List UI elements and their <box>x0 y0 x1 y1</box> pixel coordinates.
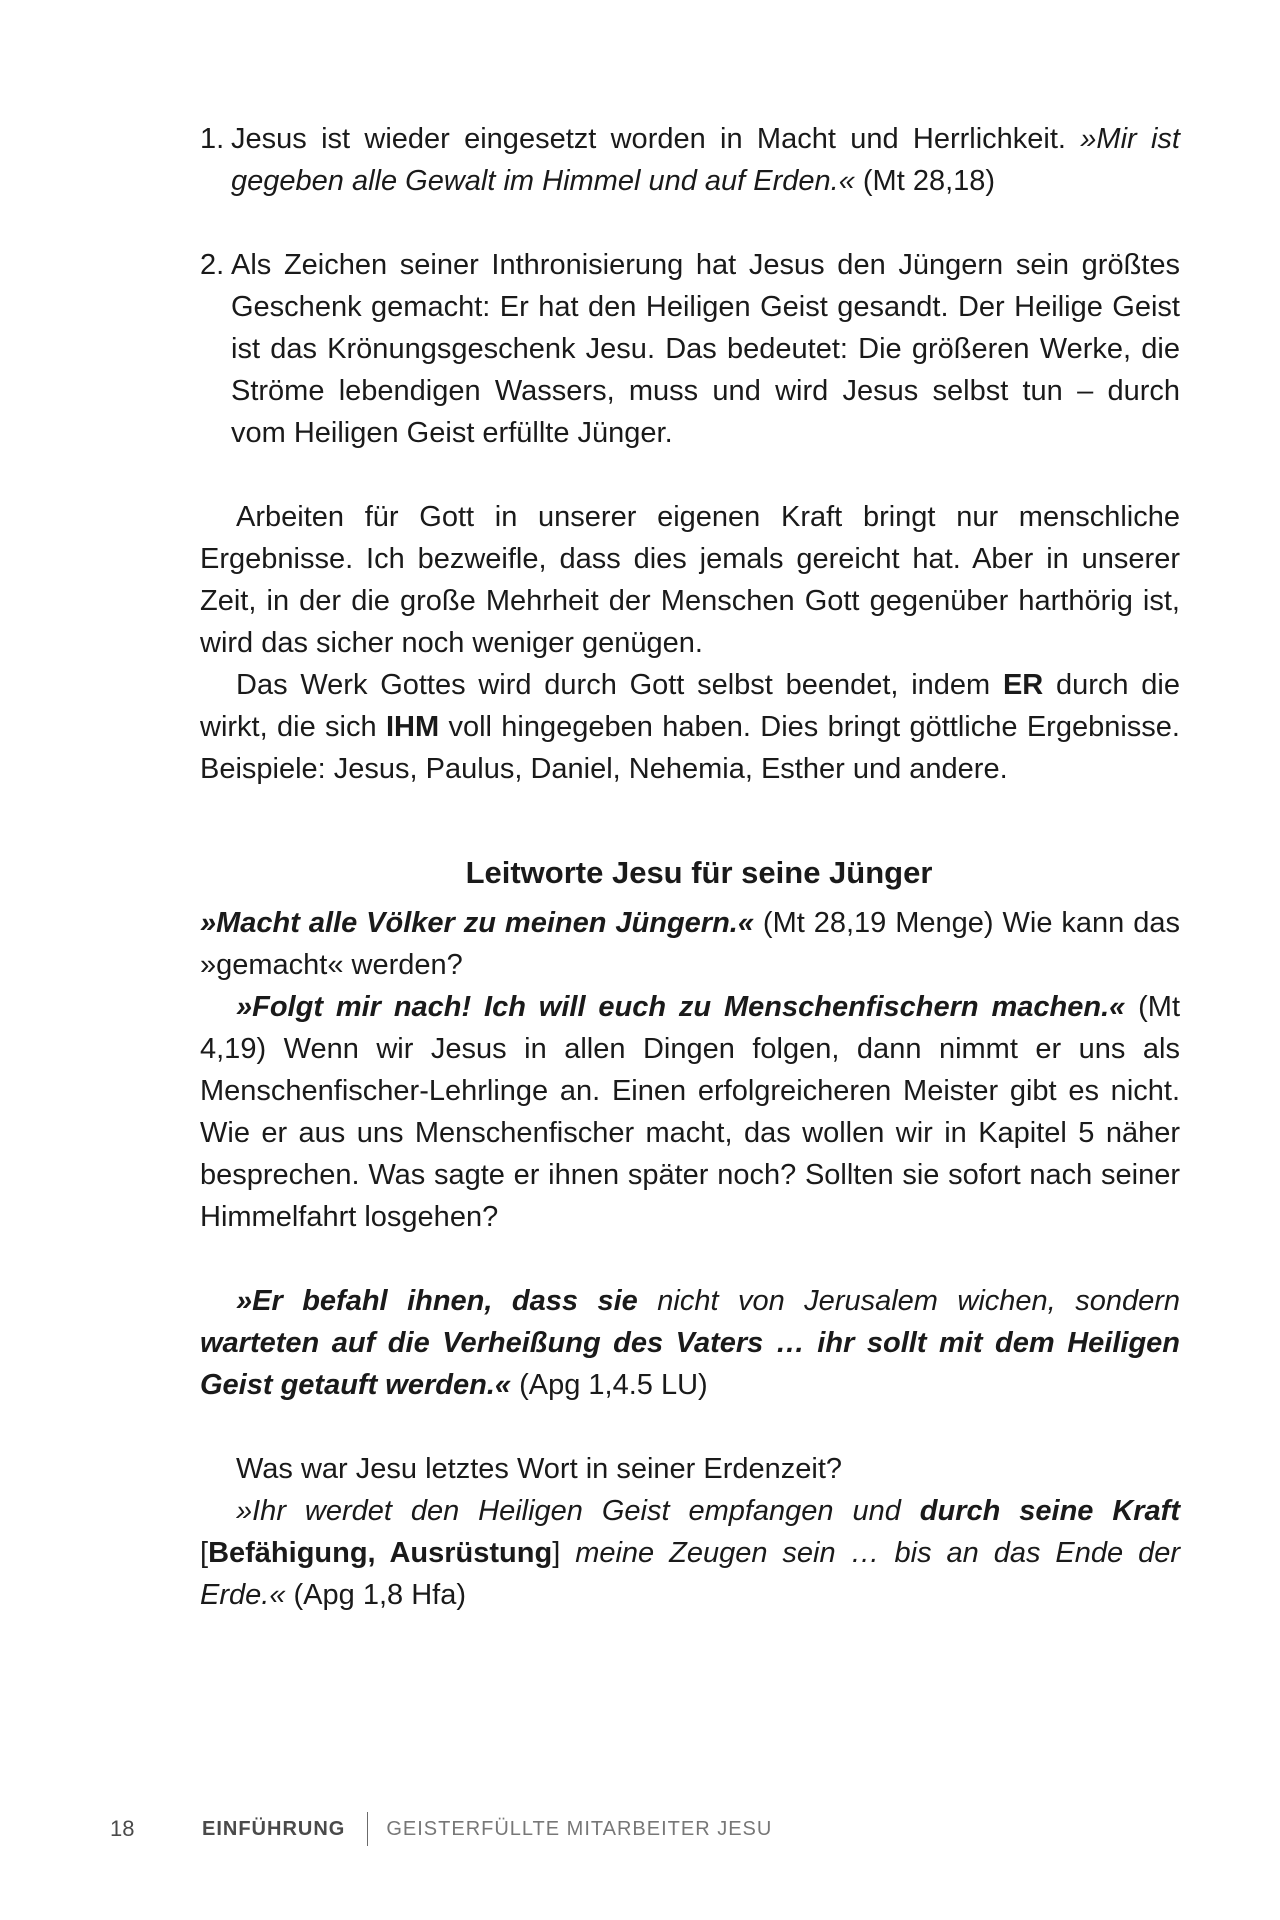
paragraph-work-of-god <box>200 664 1180 790</box>
list-item-2 <box>200 244 1180 454</box>
bible-quote-bold: durch seine Kraft <box>919 1495 1180 1527</box>
bible-quote: »Ihr werdet den Heiligen Geist empfangen und <box>236 1495 920 1527</box>
paragraph-human-work: Arbeiten für Gott in unserer eigenen Kraft bringt nur menschliche Ergebnisse. Ich bezweifle, dass dies jemals gereicht hat. Aber in unserer Zeit, in der die große Mehrheit der Menschen Gott gegenüber harthörig ist, wird das sicher noch weniger genügen. <box>200 501 1180 659</box>
paragraph-text: Das Werk Gottes wird durch Gott selbst beendet, indem <box>236 669 1003 701</box>
paragraph-text: (Mt 28,19 Menge) Wie kann das »gemacht« werden? <box>200 907 1180 981</box>
bracket: [ <box>200 1537 209 1569</box>
bible-reference: (Mt 28,18) <box>854 165 996 197</box>
paragraph-acts-quote <box>200 1280 1180 1406</box>
list-number: 1. <box>200 123 225 155</box>
paragraph-text: voll hingegeben haben. Dies bringt göttliche Ergebnisse. Beispiele: Jesus, Paulus, Daniel, Nehemia, Esther und andere. <box>200 711 1180 785</box>
paragraph-follow-me <box>200 986 1180 1238</box>
bible-quote: »Mir ist gegeben alle Gewalt im Himmel und auf Erden.« <box>231 123 1180 197</box>
footer-section: EINFÜHRUNG <box>202 1817 346 1840</box>
bible-quote: nicht von Jerusalem wichen, sondern <box>637 1285 1180 1317</box>
bible-quote: meine Zeugen sein … bis an das Ende der Erde.« <box>200 1537 1180 1611</box>
emphasis-ihm: IHM <box>385 711 440 743</box>
bible-quote: »Folgt mir nach! Ich will euch zu Menschenfischern machen.« <box>236 991 1126 1023</box>
paragraph-last-word-quote <box>200 1490 1180 1616</box>
footer-chapter: GEISTERFÜLLTE MITARBEITER JESU <box>386 1817 773 1840</box>
bible-quote-bold: warteten auf die Verheißung des Vaters … ihr sollt mit dem Heiligen Geist getauft werden.« <box>200 1327 1180 1401</box>
section-heading: Leitworte Jesu für seine Jünger <box>465 855 933 890</box>
list-number: 2. <box>200 249 225 281</box>
page-body <box>200 118 1180 1616</box>
bible-reference: (Apg 1,4.5 LU) <box>511 1369 708 1401</box>
bible-quote: »Macht alle Völker zu meinen Jüngern.« <box>200 907 754 939</box>
paragraph-text: (Mt 4,19) Wenn wir Jesus in allen Dingen folgen, dann nimmt er uns als Menschenfischer-Lehrlinge an. Einen erfolgreicheren Meister gibt es nicht. Wie er aus uns Menschenfischer macht, das wollen wir in Kapitel 5 näher besprechen. Was sagte er ihnen später noch? Sollten sie sofort nach seiner Himmelfahrt losgehen? <box>200 991 1180 1233</box>
footer-divider <box>367 1812 368 1846</box>
bible-quote-bold: »Er befahl ihnen, dass sie <box>236 1285 638 1317</box>
page-footer <box>110 1812 772 1846</box>
bracket-bold: Befähigung, Ausrüstung <box>208 1537 553 1569</box>
emphasis-er: ER <box>1002 669 1044 701</box>
page-number: 18 <box>110 1816 135 1841</box>
paragraph-make-disciples <box>200 902 1180 986</box>
list-item-text <box>231 118 1180 202</box>
bracket: ] <box>552 1537 561 1569</box>
paragraph-text: durch die wirkt, die sich <box>200 669 1180 743</box>
list-item-text: Als Zeichen seiner Inthronisierung hat Jesus den Jüngern sein größtes Geschenk gemacht: Er hat den Heiligen Geist gesandt. Der Heilige Geist ist das Krönungsgeschenk Jesu. Das bedeutet: Die größeren Werke, die Ströme lebendigen Wassers, muss und wird Jesus selbst tun – durch vom Heiligen Geist erfüllte Jünger. <box>231 249 1180 449</box>
paragraph-last-word-question: Was war Jesu letztes Wort in seiner Erdenzeit? <box>236 1453 843 1485</box>
bible-reference: (Apg 1,8 Hfa) <box>285 1579 466 1611</box>
list-text: Jesus ist wieder eingesetzt worden in Macht und Herrlichkeit. <box>231 123 1081 155</box>
list-item-1 <box>200 118 1180 202</box>
